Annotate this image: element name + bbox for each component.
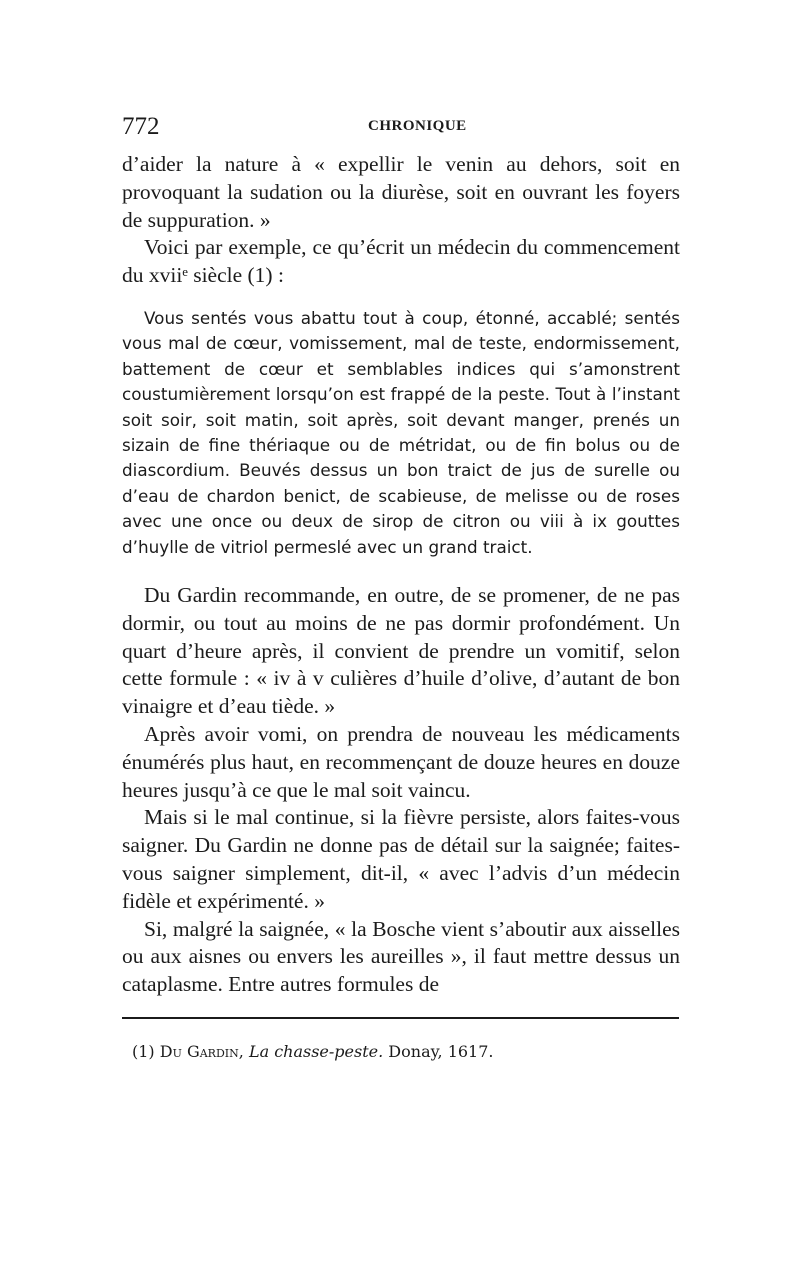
paragraph-4: Après avoir vomi, on prendra de nouveau les médicaments énumérés plus haut, en recommençant de douze heures en douze heures jusqu’à ce que le mal soit vaincu. (122, 722, 680, 802)
paragraph-3: Du Gardin recommande, en outre, de se promener, de ne pas dormir, ou tout au moins de ne pas dormir profondément. Un quart d’heure après, il convient de prendre un vomitif, selon cette formule : « iv à v culières d’huile d’olive, d’autant de bon vinaigre et d’eau tiède. » (122, 583, 680, 719)
block-quote: Vous sentés vous abattu tout à coup, étonné, accablé; sentés vous mal de cœur, vomissement, mal de teste, endormissement, battement de cœur et semblables indices qui s’amonstrent coustumièrement lorsqu’on est frappé de la peste. Tout à l’instant soit soir, soit matin, soit après, soit devant manger, prenés un sizain de fine thériaque ou de métridat, ou de fin bolus ou de diascordium. Beuvés dessus un bon traict de jus de surelle ou d’eau de chardon benict, de scabieuse, de melisse ou de roses avec une once ou deux de sirop de citron ou viii à ix gouttes d’huylle de vitriol permeslé avec un grand traict. (122, 307, 680, 557)
footnote-publication: Donay, 1617. (388, 1042, 494, 1061)
page-body (122, 151, 680, 999)
footnote-divider (122, 1017, 679, 1019)
paragraph-5: Mais si le mal continue, si la fièvre persiste, alors faites-vous saigner. Du Gardin ne donne pas de détail sur la saignée; faites-vous saigner simplement, dit-il, « avec l’advis d’un médecin fidèle et expérimenté. » (122, 805, 680, 913)
footnote-marker: (1) (132, 1042, 155, 1061)
footnote-author: Du Gardin, (159, 1042, 244, 1061)
page-number: 772 (122, 113, 160, 140)
footnote-title: La chasse-peste. (248, 1042, 384, 1061)
page-header (122, 113, 682, 143)
running-title: CHRONIQUE (368, 118, 467, 134)
paragraph-6: Si, malgré la saignée, « la Bosche vient s’aboutir aux aisselles ou aux aisnes ou envers les aureilles », il faut mettre dessus un cataplasme. Entre autres formules de (122, 916, 680, 997)
paragraph-1: d’aider la nature à « expellir le venin au dehors, soit en provoquant la sudation ou la diurèse, soit en ouvrant les foyers de suppuration. » (122, 152, 680, 232)
footnote (132, 1042, 494, 1061)
paragraph-2: Voici par exemple, ce qu’écrit un médecin du commencement du xviiᵉ siècle (1) : (122, 235, 680, 288)
